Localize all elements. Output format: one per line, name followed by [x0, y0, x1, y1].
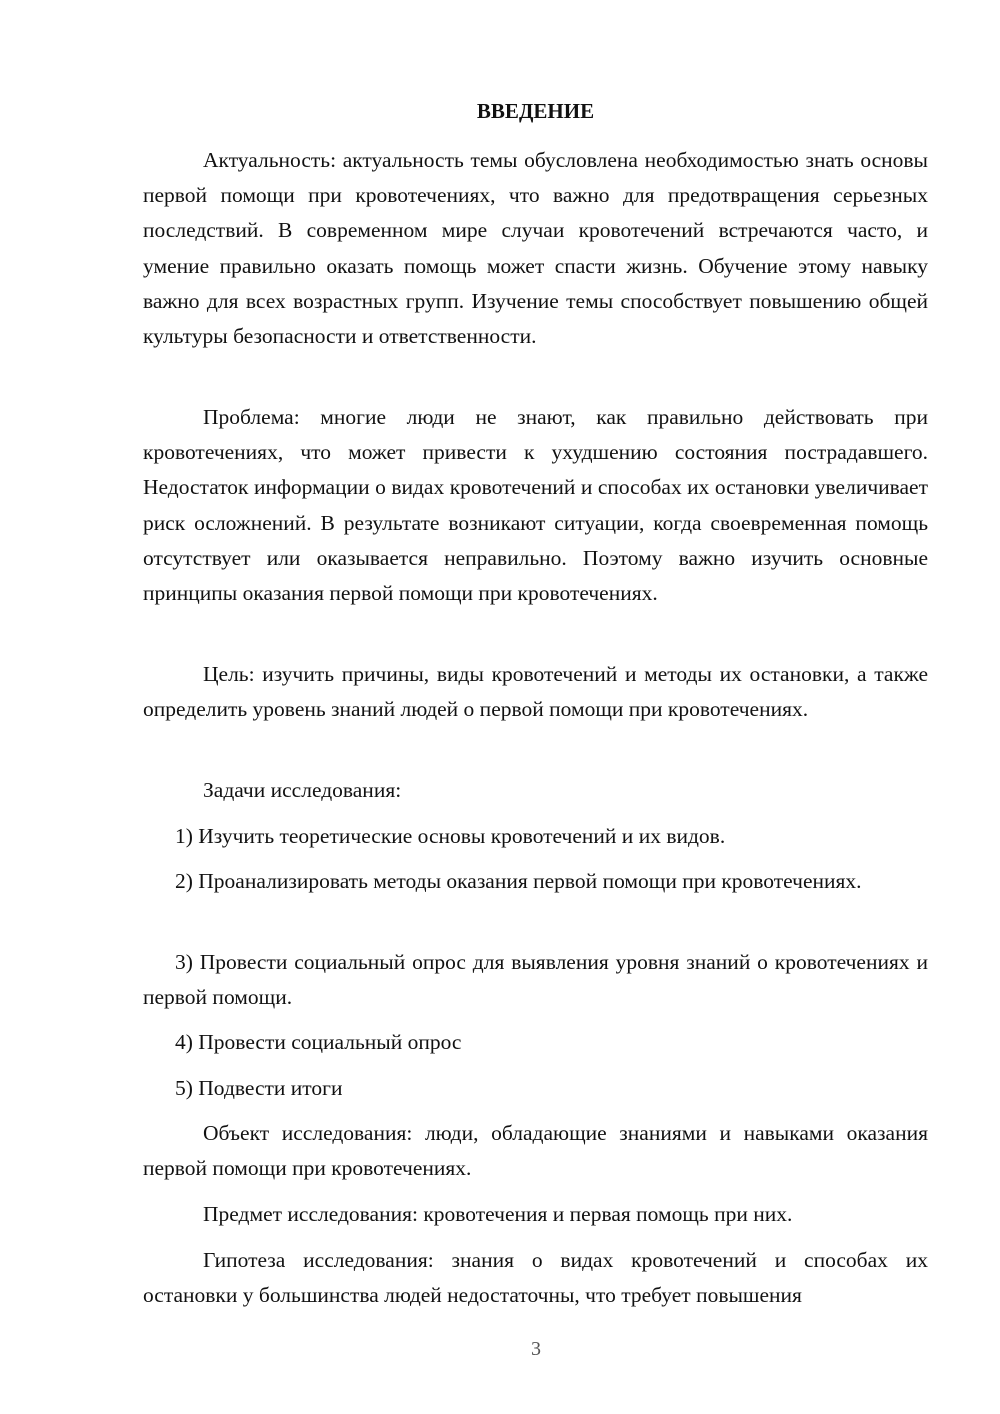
paragraph-relevance: Актуальность: актуальность темы обусловлена необходимостью знать основы первой помощи при кровотечениях, что важно для предотвращения серьезных последствий. В современном мире случаи кровотечений встречаются часто, и умение правильно оказать помощь может спасти жизнь. Обучение этому навыку важно для всех возрастных групп. Изучение темы способствует повышению общей культуры безопасности и ответственности.	[143, 148, 928, 349]
task-item: 5) Подвести итоги	[175, 1076, 343, 1100]
paragraph-goal: Цель: изучить причины, виды кровотечений и методы их остановки, а также определить уровень знаний людей о первой помощи при кровотечениях.	[143, 662, 928, 722]
page-number: 3	[531, 1338, 541, 1360]
paragraph-problem: Проблема: многие люди не знают, как правильно действовать при кровотечениях, что может привести к ухудшению состояния пострадавшего. Недостаток информации о видах кровотечений и способах их остановки увеличивает риск осложнений. В результате возникают ситуации, когда своевременная помощь отсутствует или оказывается неправильно. Поэтому важно изучить основные принципы оказания первой помощи при кровотечениях.	[143, 405, 928, 606]
task-item: 3) Провести социальный опрос для выявления уровня знаний о кровотечениях и первой помощи.	[143, 950, 928, 1010]
task-item: 1) Изучить теоретические основы кровотечений и их видов.	[175, 824, 726, 848]
paragraph-object: Объект исследования: люди, обладающие знаниями и навыками оказания первой помощи при кровотечениях.	[143, 1121, 928, 1181]
tasks-title: Задачи исследования:	[203, 778, 402, 802]
task-item: 4) Провести социальный опрос	[175, 1030, 462, 1054]
task-item: 2) Проанализировать методы оказания первой помощи при кровотечениях.	[175, 869, 862, 893]
paragraph-hypothesis: Гипотеза исследования: знания о видах кровотечений и способах их остановки у большинства людей недостаточны, что требует повышения	[143, 1248, 928, 1308]
paragraph-subject: Предмет исследования: кровотечения и первая помощь при них.	[203, 1202, 793, 1226]
section-heading: ВВЕДЕНИЕ	[476, 99, 595, 123]
